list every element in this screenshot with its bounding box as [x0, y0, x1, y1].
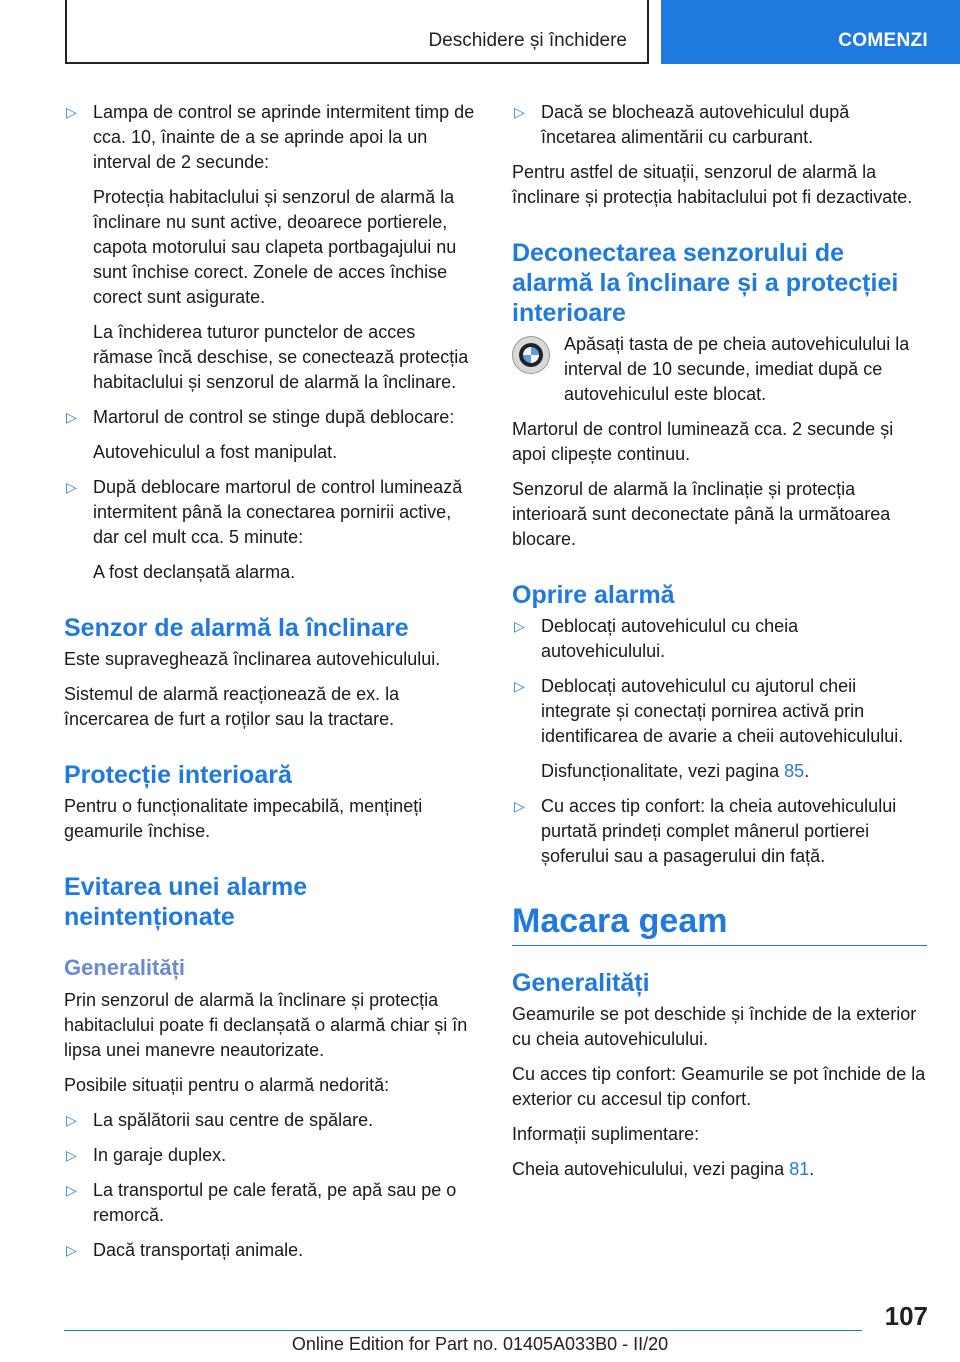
paragraph: La închiderea tuturor punctelor de acces rămase încă deschise, se conectează protecția habitaclului și senzorul de alarmă la înclinare.	[93, 322, 469, 392]
list-item: ▷ In garaje duplex.	[64, 1143, 479, 1168]
triangle-bullet-icon: ▷	[66, 479, 77, 495]
triangle-bullet-icon: ▷	[514, 104, 525, 120]
heading-disconnect: Deconectarea senzorului de alarmă la înclinare și a protecției interioare	[512, 239, 899, 327]
triangle-bullet-icon: ▷	[514, 798, 525, 814]
list-item: ▷ Cu acces tip confort: la cheia autovehiculului purtată prindeți complet mânerul portierei șoferului sau a pasagerului din față.	[514, 796, 897, 866]
paragraph: Protecția habitaclului și senzorul de alarmă la înclinare nu sunt active, deoarece portierele, capota motorului sau clapeta portbagajului nu sunt închise corect. Zonele de acces închise corect sunt asigurate.	[93, 187, 457, 307]
list-item: ▷ Dacă transportați animale.	[64, 1238, 479, 1263]
list-item: ▷ Deblocați autovehiculul cu ajutorul cheii integrate și conectați pornirea activă prin identificarea de avarie a cheii autovehiculului.	[514, 676, 904, 746]
paragraph: Disfuncționalitate, vezi pagina 85.	[541, 761, 810, 781]
paragraph: Cheia autovehiculului, vezi pagina 81.	[512, 1159, 815, 1179]
section-tab	[65, 0, 649, 64]
heading-stop-alarm: Oprire alarmă	[512, 581, 675, 609]
right-column	[512, 100, 927, 1192]
triangle-bullet-icon: ▷	[66, 104, 77, 120]
paragraph: A fost declanșată alarma.	[93, 562, 296, 582]
triangle-bullet-icon: ▷	[514, 618, 525, 634]
paragraph: Pentru o funcționalitate impecabilă, mențineți geamurile închise.	[64, 796, 423, 841]
heading-power-windows: Macara geam	[512, 901, 927, 946]
left-column	[64, 100, 479, 1273]
section-title: Deschidere și închidere	[428, 30, 627, 51]
list-item: ▷ La spălătorii sau centre de spălare.	[64, 1108, 479, 1133]
triangle-bullet-icon: ▷	[66, 1147, 77, 1163]
chapter-tab	[661, 0, 960, 64]
heading-tilt-sensor: Senzor de alarmă la înclinare	[64, 614, 409, 642]
list-item: ▷ După deblocare martorul de control luminează intermitent până la conectarea pornirii active, dar cel mult cca. 5 minute:	[66, 477, 463, 547]
page-link-85[interactable]: 85	[784, 761, 805, 781]
list-item: ▷ Dacă se blochează autovehiculul după încetarea alimentării cu carburant.	[514, 102, 850, 147]
triangle-bullet-icon: ▷	[66, 1182, 77, 1198]
paragraph: Martorul de control luminează cca. 2 secunde și apoi clipește continuu.	[512, 419, 894, 464]
paragraph: Prin senzorul de alarmă la înclinare și protecția habitaclului poate fi declanșată o alarmă chiar și în lipsa unei manevre neautorizate.	[64, 990, 468, 1060]
triangle-bullet-icon: ▷	[514, 678, 525, 694]
page-link-81[interactable]: 81	[789, 1159, 810, 1179]
heading-interior-protection: Protecție interioară	[64, 761, 292, 789]
list-item: ▷ Lampa de control se aprinde intermitent timp de cca. 10, înainte de a se aprinde apoi la un interval de 2 secunde:	[66, 102, 475, 172]
triangle-bullet-icon: ▷	[66, 1242, 77, 1258]
list-item: ▷ Martorul de control se stinge după deblocare:	[64, 405, 479, 430]
paragraph: Sistemul de alarmă reacționează de ex. la încercarea de furt a roților sau la tractare.	[64, 684, 400, 729]
paragraph: Este supraveghează înclinarea autovehiculului.	[64, 649, 441, 669]
heading-general: Generalități	[64, 955, 186, 980]
bmw-key-button-icon	[512, 336, 550, 374]
list-item: ▷ La transportul pe cale ferată, pe apă sau pe o remorcă.	[66, 1180, 457, 1225]
list-item: ▷ Deblocați autovehiculul cu cheia autovehiculului.	[514, 616, 799, 661]
paragraph: Apăsați tasta de pe cheia autovehiculului la interval de 10 secunde, imediat după ce autovehiculul este blocat.	[512, 332, 927, 407]
page-number: 107	[884, 1301, 928, 1331]
page-header	[0, 0, 960, 66]
paragraph: Posibile situații pentru o alarmă nedorită:	[64, 1075, 390, 1095]
heading-avoid-alarm: Evitarea unei alarme neintenționate	[64, 873, 308, 931]
chapter-title: COMENZI	[838, 30, 928, 51]
paragraph: Informații suplimentare:	[512, 1124, 700, 1144]
triangle-bullet-icon: ▷	[66, 409, 77, 425]
paragraph: Pentru astfel de situații, senzorul de alarmă la înclinare și protecția habitaclului pot fi dezactivate.	[512, 162, 913, 207]
paragraph: Cu acces tip confort: Geamurile se pot închide de la exterior cu accesul tip confort.	[512, 1064, 926, 1109]
heading-general: Generalități	[512, 969, 650, 997]
footer-divider	[64, 1330, 862, 1331]
edition-footer: Online Edition for Part no. 01405A033B0 - II/20	[291, 1334, 669, 1354]
paragraph: Senzorul de alarmă la înclinație și protecția interioară sunt deconectate până la următoarea blocare.	[512, 479, 891, 549]
paragraph: Geamurile se pot deschide și închide de la exterior cu cheia autovehiculului.	[512, 1004, 917, 1049]
triangle-bullet-icon: ▷	[66, 1112, 77, 1128]
paragraph: Autovehiculul a fost manipulat.	[93, 442, 338, 462]
